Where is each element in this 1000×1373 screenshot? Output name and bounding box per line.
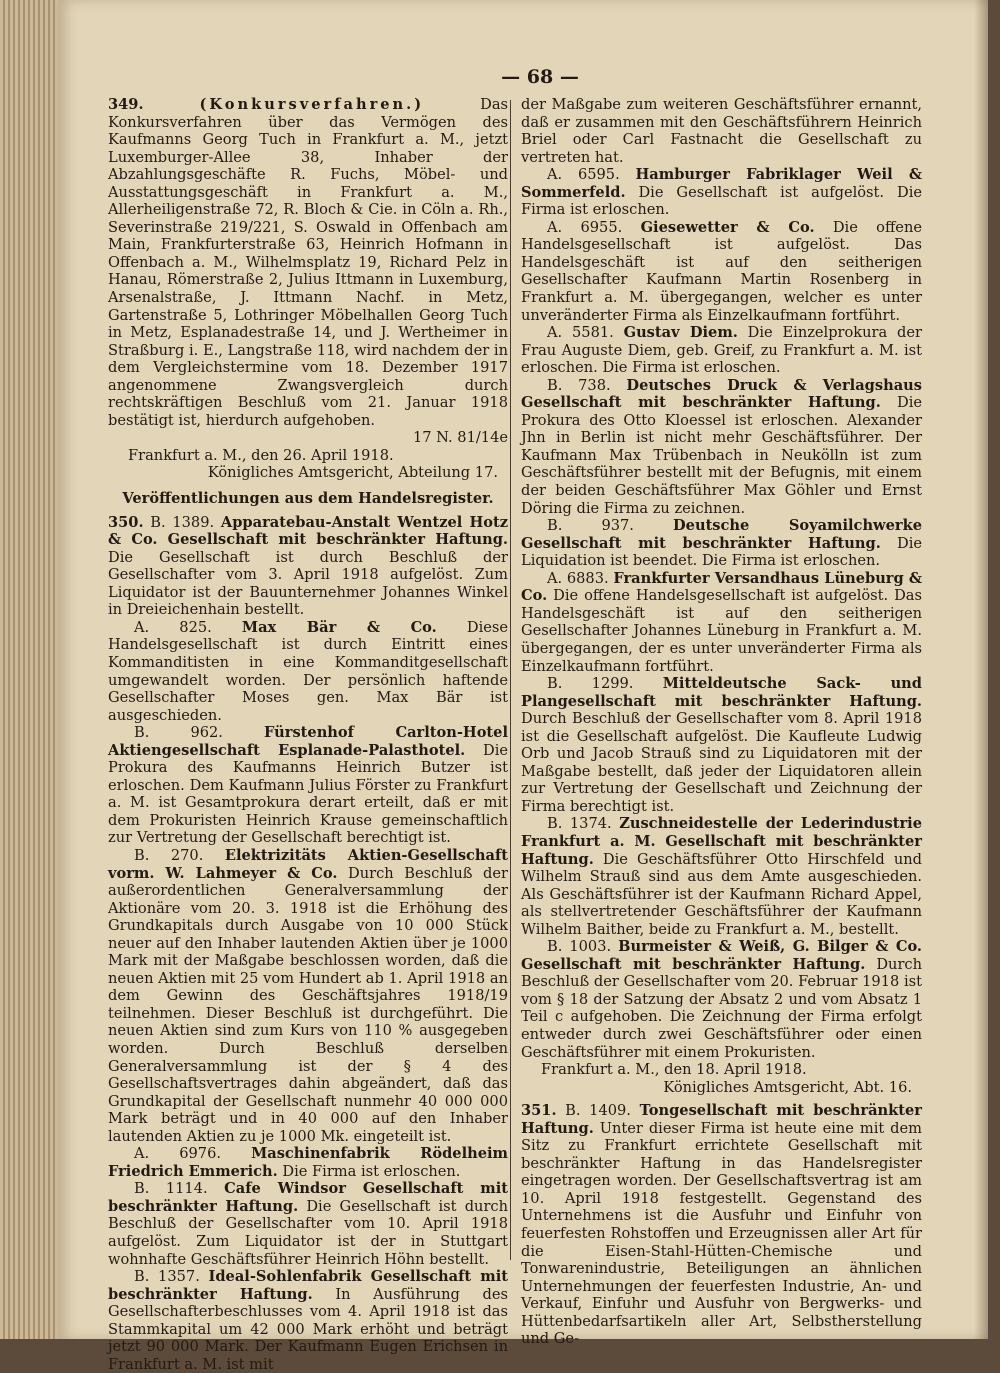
company-name: Maschinenfabrik Rödelheim Friedrich Emmerich. (108, 1145, 509, 1180)
entry-heading: (Konkursverfahren.) (199, 96, 425, 113)
register-entry (108, 1268, 508, 1373)
signature-court: Königliches Amtsgericht, Abteilung 17. (207, 464, 498, 482)
entry-text: Die Geschäftsführer Otto Hirschfeld und Wilhelm Strauß sind aus dem Amte ausgeschieden. Als Geschäftsführer ist der Kaufmann Richard Appel, als stellvertretender Geschäftsführer der Kaufmann Wilhelm Baither, beide zu Frankfurt a. M., bestellt. (521, 850, 923, 938)
entry-text: Die offene Handelsgesellschaft ist aufgelöst. Das Handelsgeschäft ist auf den seitherigen Gesellschafter Johannes Lüneburg in Frankfurt a. M. übergegangen, der es unter unveränderter Firma als Einzelkaufmann fortführt. (521, 587, 922, 675)
company-name: Mitteldeutsche Sack- und Plangesellschaft mit beschränkter Haftung. (521, 675, 922, 710)
register-id: B. 270. (134, 846, 204, 864)
register-id: B. 1114. (134, 1180, 208, 1198)
entry-text: In Ausführung des Gesellschafterbeschlusses vom 4. April 1918 ist das Stammkapital um 42 000 Mark erhöht und beträgt jetzt 90 000 Mark. Der Kaufmann Eugen Erichsen in Frankfurt a. M. ist mit (108, 1285, 508, 1373)
entry-text: Durch Beschluß der Gesellschafter vom 20. Februar 1918 ist vom § 18 der Satzung der Absatz 2 und vom Absatz 1 Teil c aufgehoben. Die Zeichnung der Firma erfolgt entweder durch zwei Geschäftsführer oder einen Geschäftsführer mit einem Prokuristen. (521, 955, 923, 1061)
file-reference: 17 N. 81/14e (412, 429, 508, 447)
register-id: B. 1389. (150, 513, 215, 531)
column-divider (510, 100, 511, 1260)
company-name: Max Bär & Co. (241, 618, 437, 636)
register-entry (521, 517, 922, 570)
entry-text: Die Liquidation ist beendet. Die Firma ist erloschen. (521, 534, 923, 570)
left-column (108, 96, 508, 1373)
register-entry (521, 166, 922, 219)
register-id: B. 962. (134, 724, 223, 742)
signature-date: Frankfurt a. M., den 26. April 1918. (128, 446, 394, 464)
entry-text: Das Konkursverfahren über das Vermögen des Kaufmanns Georg Tuch in Frankfurt a. M., jetzt Luxemburger-Allee 38, Inhaber der Abzahlungsgeschäfte R. Fuchs, Möbel- und Ausstattungsgeschäft in Frankfurt a. M., Allerheiligenstraße 72, R. Bloch & Cie. in Cöln a. Rh., Severinstraße 219/221, S. Oswald in Offenbach am Main, Frankfurterstraße 63, Heinrich Hofmann in Offenbach a. M., Wilhelmsplatz 19, Richard Pelz in Hanau, Römerstraße 2, Julius Ittmann in Luxemburg, Arsenalstraße, J. Ittmann Nachf. in Metz, Gartenstraße 5, Lothringer Möbelhallen Georg Tuch in Metz, Esplanadestraße 14, und J. Wertheimer in Straßburg i. E., Langstraße 118, wird nachdem der in dem Vergleichstermine vom 18. Dezember 1917 angenommene Zwangsvergleich durch rechtskräftigen Beschluß vom 21. Januar 1918 bestätigt ist, hierdurch aufgehoben. (108, 96, 509, 429)
entry-text: Die Gesellschaft ist aufgelöst. Die Firma ist erloschen. (521, 183, 923, 219)
entry-text: Die Prokura des Kaufmanns Heinrich Butzer ist erloschen. Dem Kaufmann Julius Förster zu Frankfurt a. M. ist Gesamtprokura derart erteilt, daß er mit dem Prokuristen Heinrich Krause gemeinschaftlich zur Vertretung der Gesellschaft berechtigt ist. (108, 741, 509, 847)
entry-number: 349. (108, 96, 144, 113)
entry-text: Diese Handelsgesellschaft ist durch Eintritt eines Kommanditisten in eine Kommanditgesellschaft umgewandelt worden. Der persönlich haftende Gesellschafter Moses gen. Max Bär ist ausgeschieden. (108, 618, 509, 724)
continued-text: der Maßgabe zum weiteren Geschäftsführer ernannt, daß er zusammen mit den Geschäftsführern Heinrich Briel oder Carl Fastnacht die Gesellschaft zu vertreten hat. (521, 96, 922, 166)
entry-text: Durch Beschluß der Gesellschafter vom 8. April 1918 ist die Gesellschaft aufgelöst. Die Kaufleute Ludwig Orb und Jacob Strauß sind zu Liquidatoren mit der Maßgabe bestellt, daß jeder der Liquidatoren allein zur Vertretung der Gesellschaft und Zeichnung der Firma berechtigt ist. (521, 710, 922, 815)
entry-text: Die Einzelprokura der Frau Auguste Diem, geb. Greif, zu Frankfurt a. M. ist erloschen. Die Firma ist erloschen. (521, 324, 922, 377)
spine-shadow (974, 0, 988, 1339)
register-id: A. 825. (134, 618, 212, 636)
entry-text: Die offene Handelsgesellschaft ist aufgelöst. Das Handelsgeschäft ist auf den seitherigen Gesellschafter Kaufmann Martin Rosenberg in Frankfurt a. M. übergegangen, welcher es unter unveränderter Firma als Einzelkaufmann fortführt. (521, 218, 922, 324)
company-name: Zuschneidestelle der Lederindustrie Frankfurt a. M. Gesellschaft mit beschränkter Haftung. (521, 815, 923, 868)
page-number: — 68 — (501, 66, 579, 88)
register-id: B. 1374. (547, 815, 612, 833)
company-name: Fürstenhof Carlton-Hotel Aktiengesellschaft Esplanade-Palasthotel. (108, 724, 508, 759)
entry-number: 350. (108, 513, 144, 531)
register-entry (521, 815, 922, 938)
register-id: A. 6976. (134, 1145, 222, 1163)
register-entry (521, 1102, 922, 1348)
company-name: Giesewetter & Co. (640, 218, 815, 236)
section-heading: Veröffentlichungen aus dem Handelsregister. (122, 490, 494, 508)
company-name: Burmeister & Weiß, G. Bilger & Co. Gesellschaft mit beschränkter Haftung. (521, 938, 923, 973)
register-id: A. 6955. (547, 218, 623, 236)
register-entry (108, 514, 508, 619)
company-name: Tongesellschaft mit beschränkter Haftung. (521, 1102, 922, 1137)
company-name: Gustav Diem. (623, 324, 738, 342)
entry-number: 351. (521, 1102, 557, 1120)
register-id: A. 6883. (547, 569, 609, 587)
register-entry (108, 724, 508, 847)
register-entry (108, 1180, 508, 1268)
register-entry (521, 938, 922, 1061)
register-entry (521, 377, 922, 517)
register-entry (521, 675, 922, 815)
register-entry (108, 1145, 508, 1180)
signature-date: Frankfurt a. M., den 18. April 1918. (541, 1061, 807, 1079)
company-name: Apparatebau-Anstalt Wentzel Hotz & Co. Gesellschaft mit beschränkter Haftung. (108, 513, 509, 549)
entry-text: Die Prokura des Otto Kloessel ist erloschen. Alexander Jhn in Berlin ist nicht mehr Geschäftsführer. Der Kaufmann Max Trübenbach in Neukölln ist zum Geschäftsführer bestellt mit der Befugnis, mit einem der beiden Geschäftsführer Max Göhler und Ernst Döring die Firma zu zeichnen. (521, 394, 923, 517)
entry-text: Die Gesellschaft ist durch Beschluß der Gesellschafter vom 10. April 1918 aufgelöst. Zum Liquidator ist der in Stuttgart wohnhafte Geschäftsführer Heinrich Höhn bestellt. (108, 1197, 508, 1268)
stacked-page-edges (0, 0, 60, 1339)
company-name: Hamburger Fabriklager Weil & Sommerfeld. (521, 166, 923, 201)
right-column (521, 96, 922, 1348)
register-id: B. 1299. (547, 675, 634, 693)
register-id: A. 5581. (547, 324, 614, 342)
register-id: B. 937. (547, 517, 634, 535)
register-entry (108, 619, 508, 724)
company-name: Cafe Windsor Gesellschaft mit beschränkter Haftung. (108, 1180, 509, 1215)
register-id: B. 738. (547, 376, 611, 394)
entry-text: Unter dieser Firma ist heute eine mit dem Sitz zu Frankfurt errichtete Gesellschaft mit beschränkter Haftung in das Handelsregister eingetragen worden. Der Gesellschaftsvertrag ist am 10. April 1918 festgestellt. Gegenstand des Unternehmens ist die Ausfuhr und Einfuhr von feuerfesten Rohstoffen und Erzeugnissen aller Art für die Eisen-Stahl-Hütten-Chemische und Tonwarenindustrie, Beteiligungen an ähnlichen Unternehmungen der feuerfesten Industrie, An- und Verkauf, Einfuhr und Ausfuhr von Bergwerks- und Hüttenbedarfsartikeln aller Art, Selbstherstellung und Ge- (521, 1119, 922, 1348)
company-name: Frankfurter Versandhaus Lüneburg & Co. (521, 569, 923, 605)
register-entry (521, 324, 922, 377)
entry-text: Durch Beschluß der außerordentlichen Generalversammlung der Aktionäre vom 20. 3. 1918 ist die Erhöhung des Grundkapitals durch Ausgabe von 10 000 Stück neuer auf den Inhaber lautenden Aktien über je 1000 Mark mit der Maßgabe beschlossen worden, daß die neuen Aktien mit 25 vom Hundert ab 1. April 1918 an dem Gewinn des Geschäftsjahres 1918/19 teilnehmen. Dieser Beschluß ist durchgeführt. Die neuen Aktien sind zum Kurs von 110 % ausgegeben worden. Durch Beschluß derselben Generalversammlung ist der § 4 des Gesellschaftsvertrages dahin abgeändert, daß das Grundkapital der Gesellschaft nunmehr 40 000 000 Mark beträgt und in 40 000 auf den Inhaber lautenden Aktien zu je 1000 Mk. eingeteilt ist. (108, 864, 508, 1145)
company-name: Deutsche Soyamilchwerke Gesellschaft mit beschränkter Haftung. (521, 517, 922, 552)
register-entry (108, 847, 508, 1145)
register-id: B. 1003. (547, 938, 612, 956)
company-name: Elektrizitäts Aktien-Gesellschaft vorm. W. Lahmeyer & Co. (108, 846, 509, 882)
entry-349 (108, 96, 508, 429)
company-name: Ideal-Sohlenfabrik Gesellschaft mit beschränkter Haftung. (108, 1268, 508, 1303)
register-entry (521, 570, 922, 675)
register-id: A. 6595. (547, 166, 620, 184)
signature-court: Königliches Amtsgericht, Abt. 16. (663, 1078, 912, 1096)
entry-text: Die Gesellschaft ist durch Beschluß der Gesellschafter vom 3. April 1918 aufgelöst. Zum Liquidator ist der Bauunternehmer Johannes Winkel in Dreieichenhain bestellt. (108, 548, 508, 619)
register-id: B. 1357. (134, 1268, 200, 1286)
register-entry (521, 219, 922, 324)
register-id: B. 1409. (565, 1102, 631, 1120)
company-name: Deutsches Druck & Verlagshaus Gesellschaft mit beschränkter Haftung. (521, 376, 922, 412)
entry-text: Die Firma ist erloschen. (282, 1162, 461, 1180)
